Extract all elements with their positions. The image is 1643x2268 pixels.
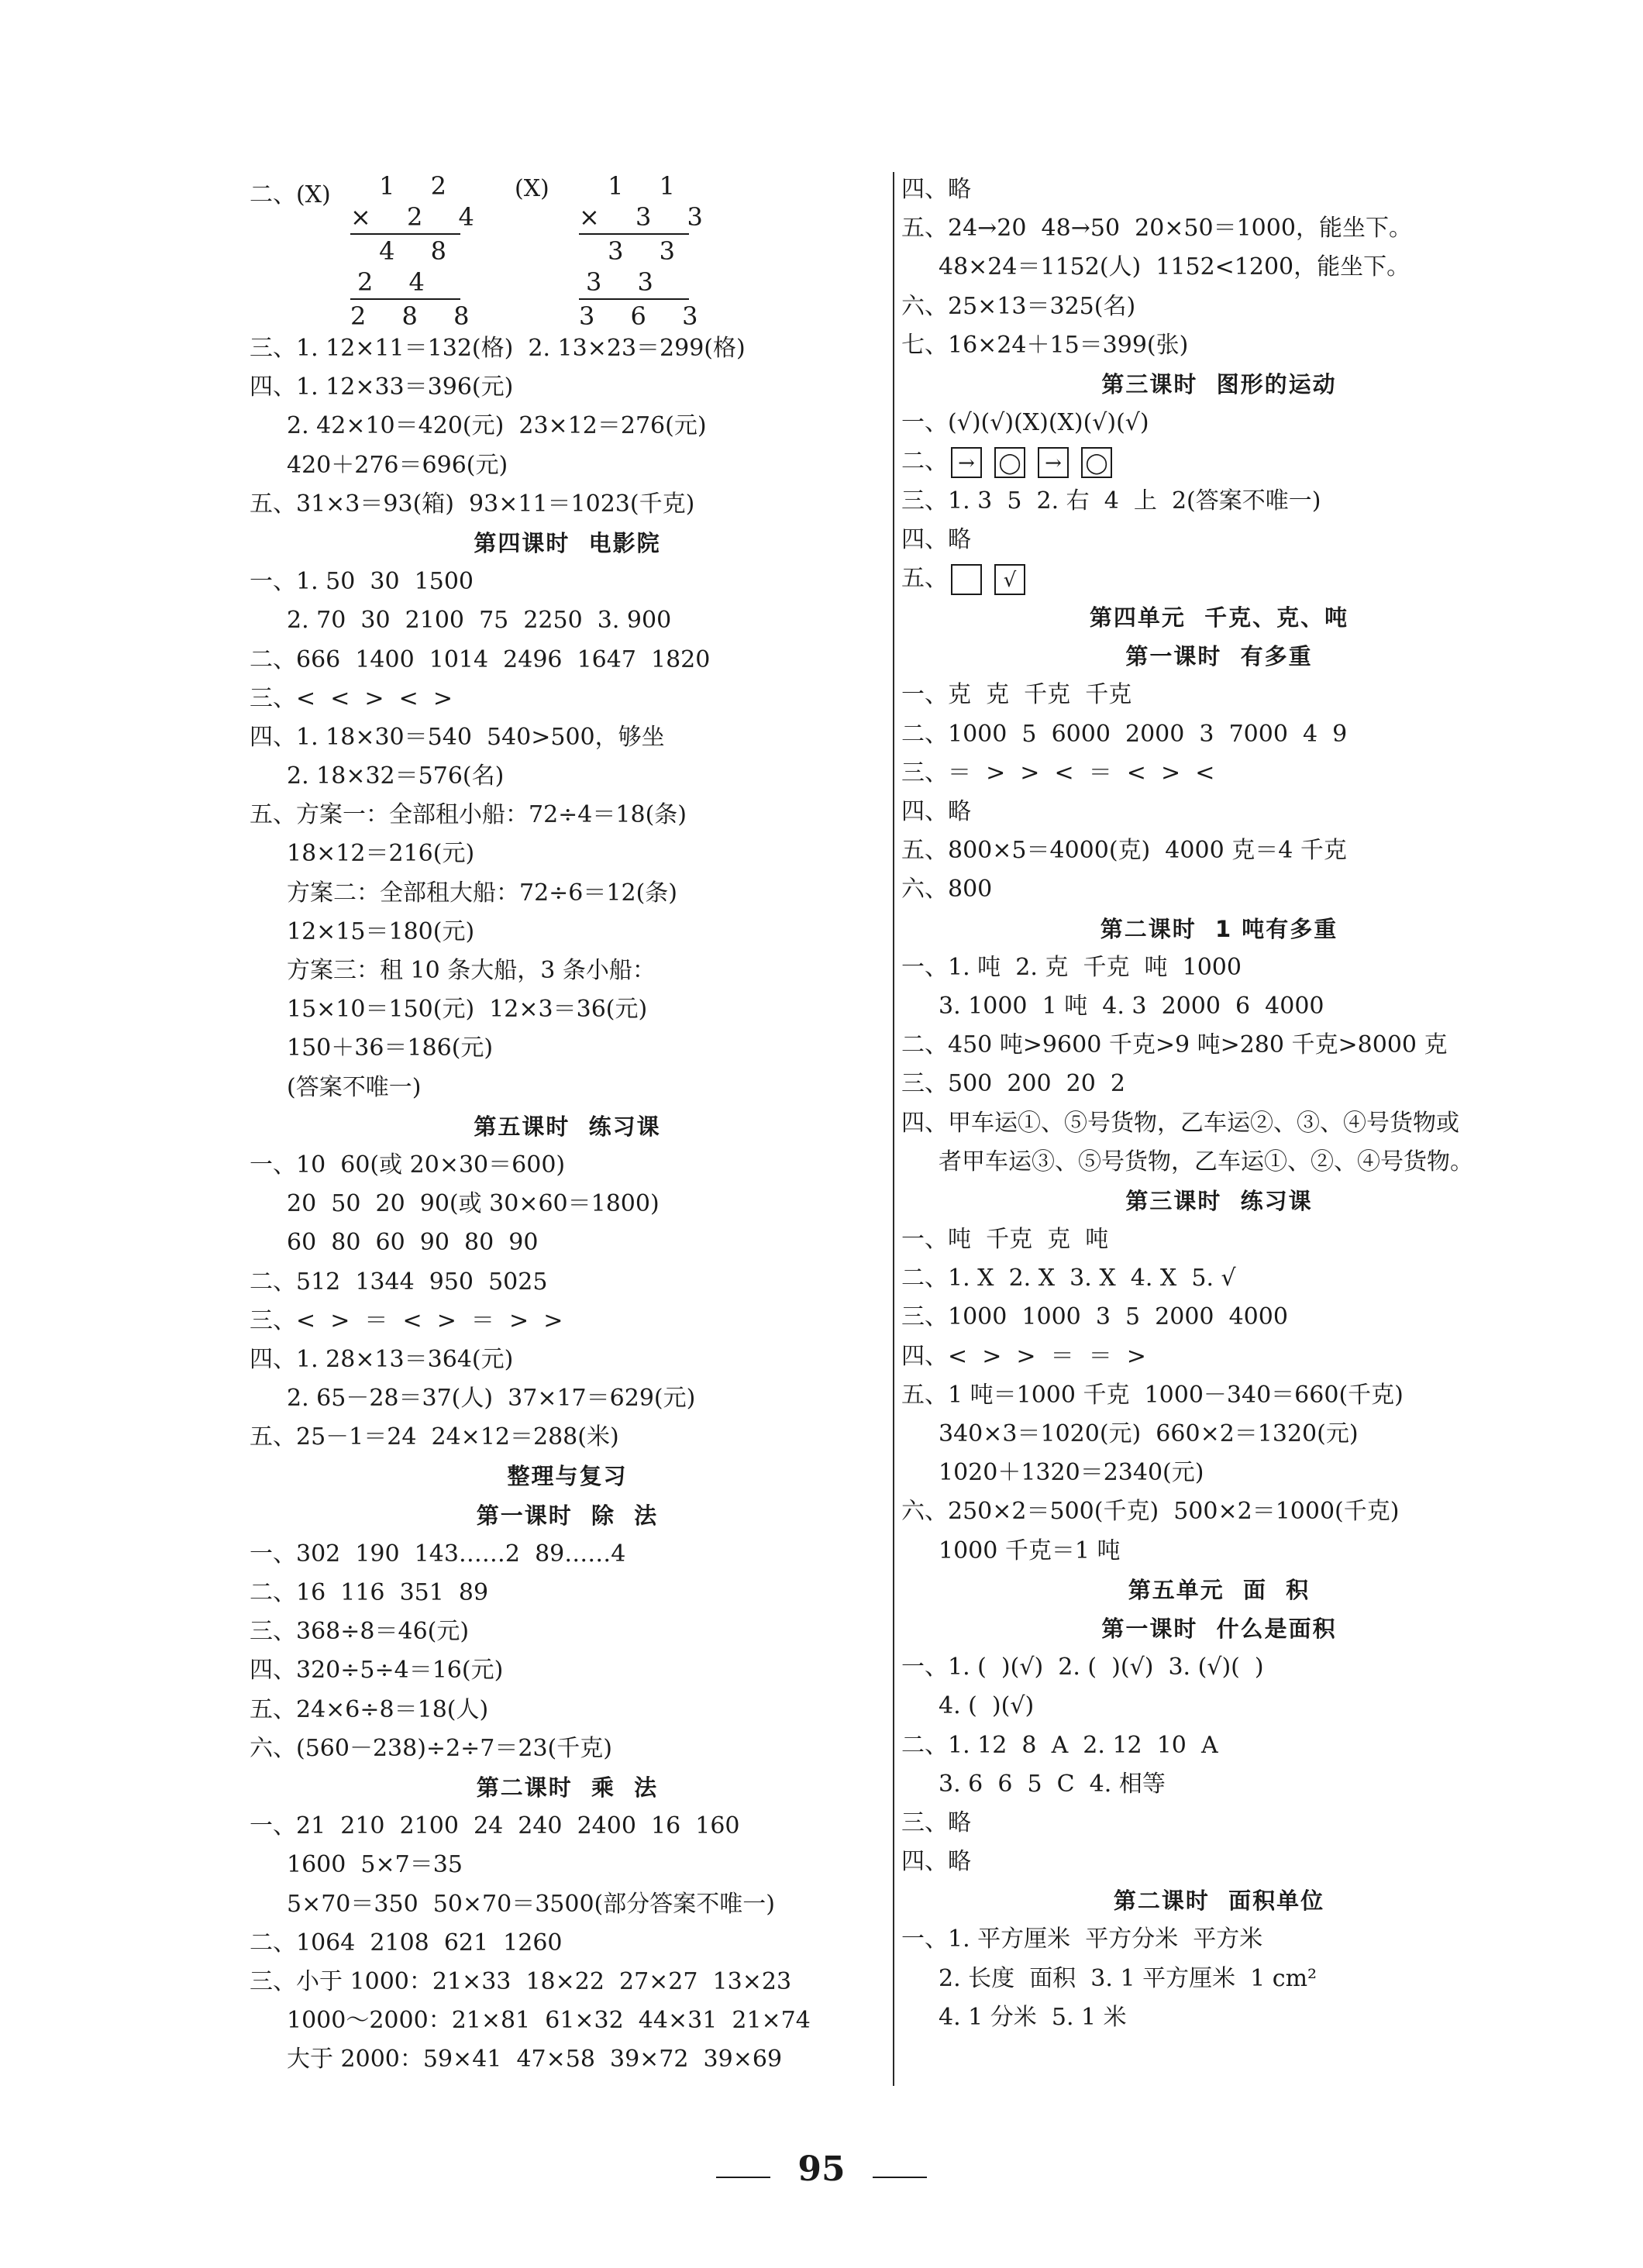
answer-line xyxy=(901,521,1537,559)
answer-text: 60 80 60 90 80 90 xyxy=(287,1229,539,1257)
section-heading-text: 第二课时 1 吨有多重 xyxy=(1100,915,1338,942)
left-answer-lines xyxy=(250,329,885,2079)
answer-text: 2. 长度 面积 3. 1 平方厘米 1 cm² xyxy=(939,1964,1318,1992)
mult-1-row: 2 4 xyxy=(356,267,460,297)
answer-line xyxy=(250,1185,885,1223)
answer-line xyxy=(250,485,885,524)
section-heading-text: 第二课时 面积单位 xyxy=(1113,1888,1325,1915)
answer-line xyxy=(901,1998,1537,2037)
section-heading xyxy=(901,910,1537,948)
section-heading-text: 第三课时 练习课 xyxy=(1125,1187,1313,1214)
answer-text: 一、吨 千克 克 吨 xyxy=(901,1226,1109,1254)
mult-1-row: 4 8 xyxy=(379,236,460,266)
section-heading-text: 第二课时 乘 法 xyxy=(476,1774,659,1801)
answer-line xyxy=(901,1415,1537,1454)
answer-text: 三、1. 3 5 2. 右 4 上 2(答案不唯一) xyxy=(901,487,1321,515)
answer-line xyxy=(250,1069,885,1107)
answer-text: 七、16×24＋15＝399(张) xyxy=(901,331,1189,359)
answer-line xyxy=(901,676,1537,714)
answer-line xyxy=(250,1807,885,1846)
answer-line xyxy=(901,1026,1537,1065)
page-footer xyxy=(0,2149,1643,2189)
answer-line xyxy=(250,952,885,990)
section-heading-text: 第四课时 电影院 xyxy=(474,529,661,556)
answer-line xyxy=(901,1804,1537,1843)
answer-line xyxy=(901,404,1537,442)
answer-text: 4. 1 分米 5. 1 米 xyxy=(939,2003,1127,2031)
answer-line xyxy=(250,2001,885,2040)
answer-line xyxy=(901,831,1537,870)
answer-text: 15×10＝150(元) 12×3＝36(元) xyxy=(287,996,648,1024)
answer-text: 1600 5×7＝35 xyxy=(287,1851,463,1879)
right-column xyxy=(901,170,1537,2037)
answer-text: 四、1. 12×33＝396(元) xyxy=(250,373,514,401)
answer-line xyxy=(250,1302,885,1340)
answer-line xyxy=(250,641,885,680)
answer-line xyxy=(250,1846,885,1884)
answer-text: 四、1. 18×30＝540 540>500，够坐 xyxy=(250,723,665,751)
mult-2-row: 3 3 xyxy=(585,267,689,297)
mult-1-row: 2 8 8 xyxy=(350,301,484,331)
answer-line xyxy=(901,1454,1537,1492)
answer-line xyxy=(250,1029,885,1068)
answer-line xyxy=(901,326,1537,365)
answer-text: 2. 18×32＝576(名) xyxy=(287,762,505,790)
answer-line xyxy=(901,1687,1537,1726)
answer-text: 方案三：租 10 条大船，3 条小船： xyxy=(287,957,656,984)
section-heading xyxy=(250,1107,885,1146)
answer-text: 2. 42×10＝420(元) 23×12＝276(元) xyxy=(287,412,707,440)
answer-line xyxy=(250,718,885,757)
answer-line xyxy=(250,446,885,485)
answer-line xyxy=(901,1492,1537,1531)
section-heading-text: 第五单元 面 积 xyxy=(1128,1576,1311,1603)
answer-text: 五、方案一：全部租小船：72÷4＝18(条) xyxy=(250,801,687,829)
answer-line xyxy=(901,870,1537,909)
answer-line xyxy=(250,1885,885,1924)
answer-text: (答案不唯一) xyxy=(287,1073,422,1101)
answer-line xyxy=(901,1920,1537,1959)
answer-text: 340×3＝1020(元) 660×2＝1320(元) xyxy=(939,1420,1359,1447)
answer-line xyxy=(901,1220,1537,1259)
answer-line xyxy=(901,209,1537,248)
answer-text: 一、(√)(√)(X)(X)(√)(√) xyxy=(901,409,1149,437)
answer-box: √ xyxy=(994,564,1025,595)
right-answer-lines xyxy=(901,170,1537,2037)
answer-line xyxy=(250,874,885,913)
answer-text: 18×12＝216(元) xyxy=(287,840,475,868)
section-heading xyxy=(901,1571,1537,1609)
mult-1-row: 1 2 xyxy=(379,171,460,201)
answer-line xyxy=(250,913,885,952)
section-heading-text: 第一课时 除 法 xyxy=(476,1502,659,1529)
answer-line xyxy=(250,1223,885,1262)
answer-line xyxy=(250,1963,885,2001)
answer-line xyxy=(901,559,1537,598)
answer-text: 二、512 1344 950 5025 xyxy=(250,1268,548,1296)
answer-line xyxy=(250,329,885,368)
answer-line xyxy=(250,835,885,873)
answer-text: 五、 xyxy=(901,564,948,592)
answer-box xyxy=(951,564,982,595)
answer-line xyxy=(250,796,885,835)
answer-text: 二、 xyxy=(901,448,948,476)
answer-line xyxy=(250,563,885,601)
answer-line xyxy=(901,442,1537,481)
answer-text: 三、500 200 20 2 xyxy=(901,1070,1125,1098)
answer-text: 二、1. X 2. X 3. X 4. X 5. √ xyxy=(901,1265,1236,1292)
answer-box: ◯ xyxy=(994,447,1025,478)
section-heading xyxy=(901,1609,1537,1648)
answer-text: 四、略 xyxy=(901,176,971,203)
column-divider xyxy=(893,172,894,2086)
section-heading xyxy=(901,1182,1537,1220)
answer-text: 4. ( )(√) xyxy=(939,1692,1035,1720)
mult-label-2: (X) xyxy=(515,175,549,202)
answer-line xyxy=(250,1729,885,1768)
answer-line xyxy=(250,1146,885,1185)
vertical-multiplication-block xyxy=(250,170,885,329)
section-heading-text: 整理与复习 xyxy=(507,1463,628,1490)
answer-text: 三、＝ > > < ＝ < > < xyxy=(901,759,1215,786)
section-heading-text: 第一课时 什么是面积 xyxy=(1101,1615,1337,1642)
answer-line xyxy=(901,948,1537,987)
answer-text: 五、24→20 48→50 20×50＝1000，能坐下。 xyxy=(901,215,1412,243)
answer-line xyxy=(901,1259,1537,1298)
answer-text: 二、1000 5 6000 2000 3 7000 4 9 xyxy=(901,720,1348,748)
answer-line xyxy=(250,757,885,796)
section-heading-text: 第四单元 千克、克、吨 xyxy=(1089,604,1349,632)
answer-line xyxy=(250,1924,885,1963)
answer-line xyxy=(901,1765,1537,1804)
mult-1-row: × 2 4 xyxy=(350,202,488,232)
answer-text: 3. 6 6 5 C 4. 相等 xyxy=(939,1770,1166,1798)
answer-text: 方案二：全部租大船：72÷6＝12(条) xyxy=(287,879,677,907)
answer-line xyxy=(250,1574,885,1612)
answer-text: 2. 65－28＝37(人) 37×17＝629(元) xyxy=(287,1385,696,1413)
answer-text: 二、666 1400 1014 2496 1647 1820 xyxy=(250,645,711,673)
answer-line xyxy=(901,1337,1537,1376)
section-heading-text: 第五课时 练习课 xyxy=(474,1113,661,1140)
answer-line xyxy=(250,368,885,407)
answer-text: 20 50 20 90(或 30×60＝1800) xyxy=(287,1190,660,1218)
answer-line xyxy=(901,482,1537,521)
multiplication-2 xyxy=(579,170,717,332)
answer-text: 1020＋1320＝2340(元) xyxy=(939,1459,1204,1487)
answer-text: 五、1 吨＝1000 千克 1000－340＝660(千克) xyxy=(901,1381,1404,1409)
answer-text: 大于 2000：59×41 47×58 39×72 39×69 xyxy=(287,2046,783,2074)
answer-text: 12×15＝180(元) xyxy=(287,917,475,945)
answer-text: 420＋276＝696(元) xyxy=(287,451,508,479)
answer-text: 一、1. 50 30 1500 xyxy=(250,568,474,596)
answer-text: 三、1000 1000 3 5 2000 4000 xyxy=(901,1303,1288,1331)
answer-text: 五、31×3＝93(箱) 93×11＝1023(千克) xyxy=(250,490,695,518)
answer-text: 48×24＝1152(人) 1152<1200，能坐下。 xyxy=(939,253,1410,281)
mult-2-row: 1 1 xyxy=(608,171,689,201)
answer-text: 三、1. 12×11＝132(格) 2. 13×23＝299(格) xyxy=(250,335,746,362)
multiplication-1 xyxy=(350,170,488,332)
answer-line xyxy=(901,170,1537,209)
answer-text: 150＋36＝186(元) xyxy=(287,1034,494,1062)
answer-line xyxy=(250,407,885,446)
answer-text: 二、16 116 351 89 xyxy=(250,1579,489,1606)
answer-text: 一、克 克 千克 千克 xyxy=(901,681,1132,709)
answer-text: 5×70＝350 50×70＝3500(部分答案不唯一) xyxy=(287,1890,775,1918)
answer-line xyxy=(250,1418,885,1457)
answer-text: 四、略 xyxy=(901,1848,971,1876)
answer-line xyxy=(250,601,885,640)
answer-line xyxy=(250,1612,885,1651)
answer-line xyxy=(901,1532,1537,1571)
answer-text: 一、10 60(或 20×30＝600) xyxy=(250,1151,566,1179)
answer-text: 二、1. 12 8 A 2. 12 10 A xyxy=(901,1731,1218,1759)
answer-text: 五、24×6÷8＝18(人) xyxy=(250,1695,489,1723)
answer-line xyxy=(901,248,1537,287)
answer-line xyxy=(901,1065,1537,1103)
answer-text: 3. 1000 1 吨 4. 3 2000 6 4000 xyxy=(939,992,1324,1020)
answer-text: 二、1064 2108 621 1260 xyxy=(250,1929,563,1957)
answer-text: 三、368÷8＝46(元) xyxy=(250,1618,470,1646)
answer-text: 2. 70 30 2100 75 2250 3. 900 xyxy=(287,607,672,635)
mult-2-row: × 3 3 xyxy=(579,202,717,232)
answer-text: 一、1. 吨 2. 克 千克 吨 1000 xyxy=(901,953,1242,981)
answer-text: 四、< > > ＝ ＝ > xyxy=(901,1342,1146,1370)
answer-line xyxy=(901,1648,1537,1687)
answer-line xyxy=(901,793,1537,831)
answer-line xyxy=(250,1379,885,1418)
section-heading xyxy=(250,524,885,563)
answer-line xyxy=(250,1691,885,1729)
answer-box: → xyxy=(951,447,982,478)
section-heading-text: 第一课时 有多重 xyxy=(1125,643,1313,670)
answer-text: 者甲车运③、⑤号货物，乙车运①、②、④号货物。 xyxy=(939,1148,1473,1175)
mult-label-1: 二、(X) xyxy=(250,181,331,208)
section-heading xyxy=(901,598,1537,637)
footer-dash-right xyxy=(873,2177,927,2178)
section-heading xyxy=(901,637,1537,676)
answer-text: 四、甲车运①、⑤号货物，乙车运②、③、④号货物或 xyxy=(901,1109,1459,1137)
answer-text: 一、302 190 143……2 89……4 xyxy=(250,1540,626,1568)
section-heading xyxy=(250,1457,885,1495)
answer-line xyxy=(901,987,1537,1026)
answer-line xyxy=(901,1843,1537,1881)
mult-2-row: 3 3 xyxy=(608,236,689,266)
answer-line xyxy=(250,2040,885,2079)
answer-text: 四、略 xyxy=(901,798,971,825)
answer-text: 五、800×5＝4000(克) 4000 克＝4 千克 xyxy=(901,837,1347,865)
answer-line xyxy=(250,1535,885,1574)
answer-text: 六、250×2＝500(千克) 500×2＝1000(千克) xyxy=(901,1498,1400,1526)
mult-2-row: 3 6 3 xyxy=(579,301,712,331)
page-number: 95 xyxy=(797,2149,846,2189)
answer-line xyxy=(901,715,1537,754)
answer-text: 一、1. ( )(√) 2. ( )(√) 3. (√)( ) xyxy=(901,1654,1264,1681)
answer-text: 三、小于 1000：21×33 18×22 27×27 13×23 xyxy=(250,1967,792,1995)
answer-line xyxy=(901,1104,1537,1143)
section-heading xyxy=(250,1768,885,1807)
answer-text: 二、450 吨>9600 千克>9 吨>280 千克>8000 克 xyxy=(901,1031,1448,1059)
answer-text: 四、1. 28×13＝364(元) xyxy=(250,1345,514,1373)
answer-text: 三、略 xyxy=(901,1809,971,1836)
section-heading-text: 第三课时 图形的运动 xyxy=(1101,370,1337,398)
footer-dash-left xyxy=(716,2177,770,2178)
left-column xyxy=(250,170,885,2079)
answer-line xyxy=(250,680,885,718)
answer-line xyxy=(250,1263,885,1302)
answer-text: 三、< < > < > xyxy=(250,684,453,712)
answer-line xyxy=(901,1143,1537,1182)
section-heading xyxy=(250,1496,885,1535)
answer-box: ◯ xyxy=(1081,447,1112,478)
answer-line xyxy=(250,990,885,1029)
answer-text: 三、< > ＝ < > ＝ > > xyxy=(250,1306,563,1334)
answer-text: 1000 千克＝1 吨 xyxy=(939,1537,1121,1564)
answer-line xyxy=(901,287,1537,326)
answer-box: → xyxy=(1038,447,1069,478)
answer-text: 六、25×13＝325(名) xyxy=(901,292,1136,320)
answer-line xyxy=(250,1340,885,1379)
answer-line xyxy=(901,1298,1537,1337)
answer-line xyxy=(901,1960,1537,1998)
section-heading xyxy=(901,1881,1537,1920)
answer-line xyxy=(901,1376,1537,1415)
answer-line xyxy=(901,1726,1537,1765)
answer-text: 一、1. 平方厘米 平方分米 平方米 xyxy=(901,1926,1263,1953)
answer-text: 四、略 xyxy=(901,525,971,553)
answer-text: 六、800 xyxy=(901,876,993,903)
answer-text: 五、25－1＝24 24×12＝288(米) xyxy=(250,1423,619,1451)
answer-text: 四、320÷5÷4＝16(元) xyxy=(250,1657,504,1685)
answer-line xyxy=(901,754,1537,793)
answer-text: 六、(560－238)÷2÷7＝23(千克) xyxy=(250,1734,612,1762)
answer-text: 1000～2000：21×81 61×32 44×31 21×74 xyxy=(287,2007,811,2035)
answer-text: 一、21 210 2100 24 240 2400 16 160 xyxy=(250,1812,740,1840)
answer-line xyxy=(250,1651,885,1690)
section-heading xyxy=(901,365,1537,404)
